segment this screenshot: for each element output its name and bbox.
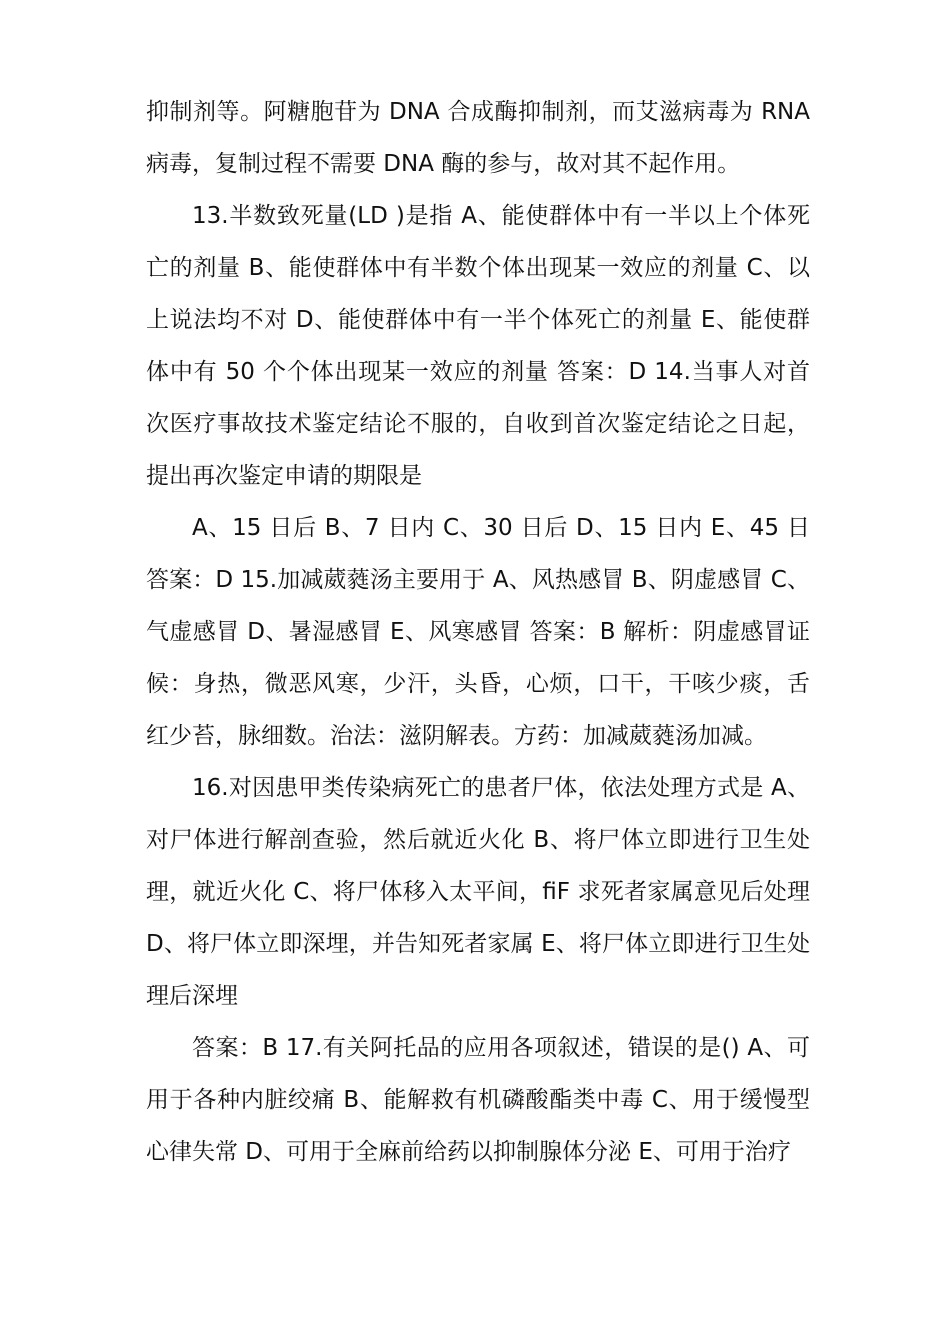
paragraph-question-17: 答案：B 17.有关阿托品的应用各项叙述，错误的是() A、可用于各种内脏绞痛 B、能解救有机磷酸酯类中毒 C、用于缓慢型心律失常 D、可用于全麻前给药以抑制腺体分泌 E、可用于治疗 xyxy=(146,1035,810,1165)
paragraph-continuation: 抑制剂等。阿糖胞苷为 DNA 合成酶抑制剂，而艾滋病毒为 RNA 病毒，复制过程不需要 DNA 酶的参与，故对其不起作用。 xyxy=(146,99,810,177)
paragraph-question-16: 16.对因患甲类传染病死亡的患者尸体，依法处理方式是 A、对尸体进行解剖查验，然后就近火化 B、将尸体立即进行卫生处理，就近火化 C、将尸体移入太平间，fiF 求死者家属意见后处理 D、将尸体立即深埋，并告知死者家属 E、将尸体立即进行卫生处理后深埋 xyxy=(146,775,810,1009)
paragraph-question-14-15: A、15 日后 B、7 日内 C、30 日后 D、15 日内 E、45 日 答案：D 15.加减葳蕤汤主要用于 A、风热感冒 B、阴虚感冒 C、气虚感冒 D、暑湿感冒 E、风寒感冒 答案：B 解析：阴虚感冒证候：身热，微恶风寒，少汗，头昏，心烦，口干，干咳少痰，舌红少苔，脉细数。治法：滋阴解表。方药：加减葳蕤汤加减。 xyxy=(146,515,810,749)
paragraph-question-13-14: 13.半数致死量(LD )是指 A、能使群体中有一半以上个体死亡的剂量 B、能使群体中有半数个体出现某一效应的剂量 C、以上说法均不对 D、能使群体中有一半个体死亡的剂量 E、能使群体中有 50 个个体出现某一效应的剂量 答案：D 14.当事人对首次医疗事故技术鉴定结论不服的，自收到首次鉴定结论之日起，提出再次鉴定申请的期限是 xyxy=(146,203,810,489)
document-body xyxy=(146,86,810,1178)
